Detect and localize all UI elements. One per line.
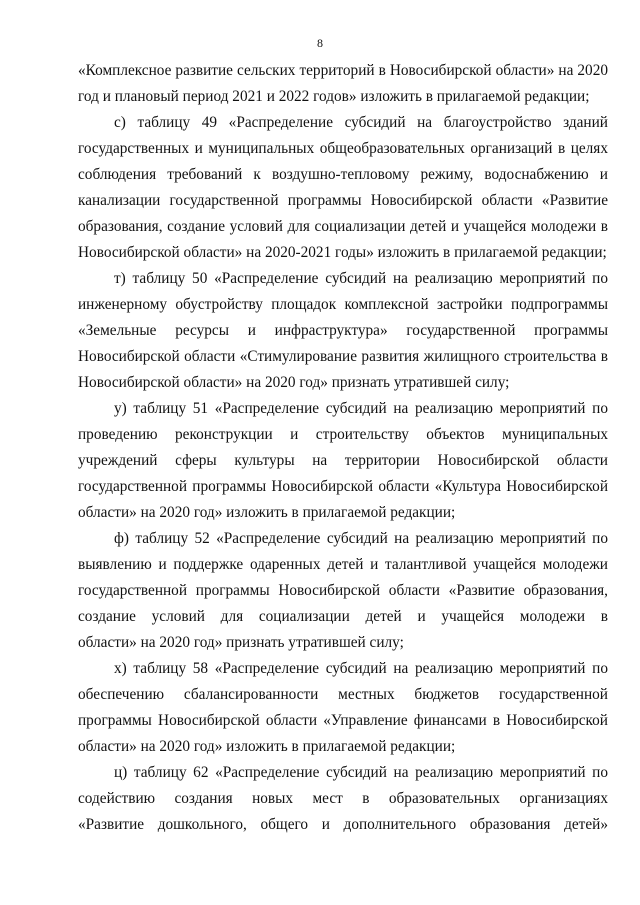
text-line: «Развитие дошкольного, общего и дополнительного образования детей»: [78, 816, 608, 833]
text-line: «Комплексное развитие сельских территорий в Новосибирской области» на 2020: [78, 62, 608, 79]
text-line: «Земельные ресурсы и инфраструктура» государственной программы: [78, 322, 608, 339]
text-line: области» на 2020 год» изложить в прилагаемой редакции;: [78, 738, 456, 755]
text-line: выявлению и поддержке одаренных детей и талантливой учащейся молодежи: [78, 556, 608, 573]
paragraph-first-line: ф) таблицу 52 «Распределение субсидий на реализацию мероприятий по: [114, 530, 608, 547]
paragraph-first-line: х) таблицу 58 «Распределение субсидий на реализацию мероприятий по: [114, 660, 608, 677]
text-line: Новосибирской области «Стимулирование развития жилищного строительства в: [78, 348, 608, 365]
paragraph-first-line: у) таблицу 51 «Распределение субсидий на реализацию мероприятий по: [114, 400, 608, 417]
text-line: соблюдения требований к воздушно-тепловому режиму, водоснабжению и: [78, 166, 608, 183]
text-line: государственных и муниципальных общеобразовательных организаций в целях: [78, 140, 608, 157]
text-line: Новосибирской области» на 2020 год» признать утратившей силу;: [78, 374, 510, 391]
text-line: программы Новосибирской области «Управление финансами в Новосибирской: [78, 712, 608, 729]
text-line: инженерному обустройству площадок комплексной застройки подпрограммы: [78, 296, 608, 313]
paragraph-first-line: т) таблицу 50 «Распределение субсидий на реализацию мероприятий по: [114, 270, 608, 287]
paragraph-first-line: ц) таблицу 62 «Распределение субсидий на реализацию мероприятий по: [114, 764, 608, 781]
text-line: государственной программы Новосибирской области «Развитие образования,: [78, 582, 608, 599]
text-line: год и плановый период 2021 и 2022 годов» изложить в прилагаемой редакции;: [78, 88, 590, 105]
text-line: содействию создания новых мест в образовательных организациях: [78, 790, 608, 807]
text-line: обеспечению сбалансированности местных бюджетов государственной: [78, 686, 608, 703]
text-line: учреждений сферы культуры на территории Новосибирской области: [78, 452, 608, 469]
text-line: области» на 2020 год» изложить в прилагаемой редакции;: [78, 504, 456, 521]
text-line: образования, создание условий для социализации детей и учащейся молодежи в: [78, 218, 608, 235]
text-line: канализации государственной программы Новосибирской области «Развитие: [78, 192, 608, 209]
document-body: [78, 58, 608, 838]
paragraph-first-line: с) таблицу 49 «Распределение субсидий на благоустройство зданий: [114, 114, 608, 131]
text-line: создание условий для социализации детей и учащейся молодежи в: [78, 608, 608, 625]
text-line: Новосибирской области» на 2020-2021 годы» изложить в прилагаемой редакции;: [78, 244, 607, 261]
text-line: проведению реконструкции и строительству объектов муниципальных: [78, 426, 608, 443]
text-line: области» на 2020 год» признать утратившей силу;: [78, 634, 404, 651]
text-line: государственной программы Новосибирской области «Культура Новосибирской: [78, 478, 608, 495]
page-number: 8: [317, 36, 323, 50]
